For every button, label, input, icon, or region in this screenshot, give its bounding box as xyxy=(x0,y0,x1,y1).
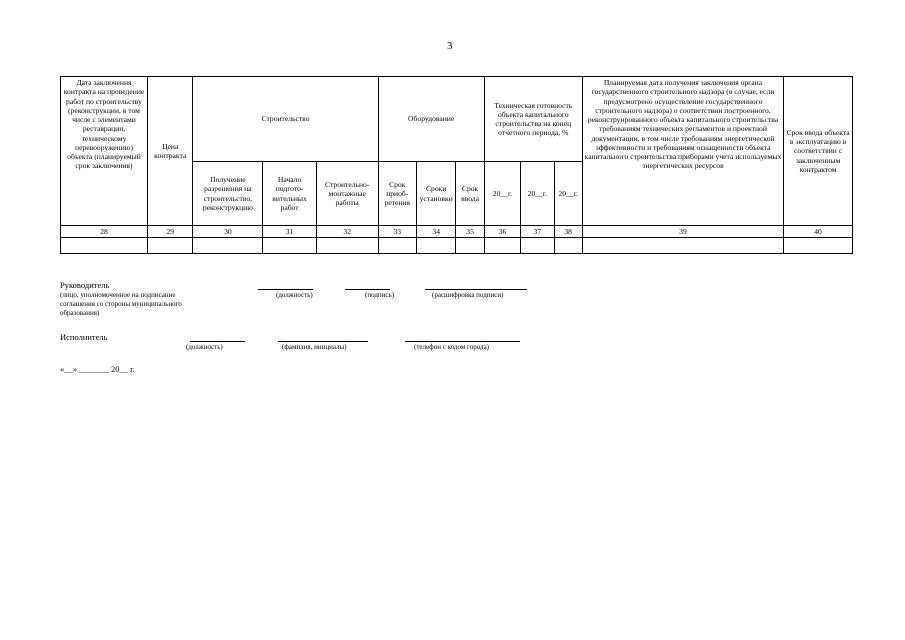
head-label: Руководитель xyxy=(60,280,110,290)
column-number: 39 xyxy=(582,226,783,238)
table-cell[interactable] xyxy=(456,238,484,254)
column-number: 33 xyxy=(378,226,416,238)
header-contract-date: Дата заключения контракта на проведение работ по строительству (реконструкции, в том числе с элементами реставрации, техническому перевооружению) объекта (планируемый срок заключения) xyxy=(61,77,148,226)
head-note: (лицо, уполномоченное на подписание соглашения со стороны муниципального образования) xyxy=(60,291,182,317)
table-cell[interactable] xyxy=(554,238,582,254)
executor-phone-line[interactable] xyxy=(405,341,520,342)
column-number: 31 xyxy=(263,226,317,238)
executor-name-line[interactable] xyxy=(278,341,368,342)
signature-caption: (подпись) xyxy=(365,291,395,299)
table-cell[interactable] xyxy=(61,238,148,254)
header-installation-term: Сроки установки xyxy=(416,162,455,226)
column-number: 34 xyxy=(416,226,455,238)
column-number: 40 xyxy=(784,226,853,238)
table-cell[interactable] xyxy=(784,238,853,254)
table-row xyxy=(61,238,853,254)
decoding-line[interactable] xyxy=(425,289,527,290)
column-number: 29 xyxy=(147,226,193,238)
table-cell[interactable] xyxy=(416,238,455,254)
table-cell[interactable] xyxy=(263,238,317,254)
header-year-3: 20__г. xyxy=(554,162,582,226)
header-acquisition-term: Срок приоб-ретения xyxy=(378,162,416,226)
column-number: 32 xyxy=(316,226,378,238)
executor-label: Исполнитель xyxy=(60,332,108,342)
header-year-2: 20__г. xyxy=(521,162,554,226)
table-cell[interactable] xyxy=(193,238,263,254)
executor-phone-caption: (телефон с кодом города) xyxy=(414,343,490,351)
header-launch-term: Срок ввода xyxy=(456,162,484,226)
decoding-caption: (расшифровка подписи) xyxy=(432,291,504,299)
header-installation-works: Строительно-монтажные работы xyxy=(316,162,378,226)
header-equipment: Оборудование xyxy=(378,77,484,162)
header-readiness: Техническая готовность объекта капитального строительства на конец отчетного периода, % xyxy=(484,77,582,162)
position-line[interactable] xyxy=(258,289,313,290)
header-construction: Строительство xyxy=(193,77,378,162)
signature-line[interactable] xyxy=(345,289,390,290)
table-cell[interactable] xyxy=(316,238,378,254)
executor-position-caption: (должность) xyxy=(186,343,223,351)
position-caption: (должность) xyxy=(276,291,313,299)
table-cell[interactable] xyxy=(484,238,520,254)
column-number: 36 xyxy=(484,226,520,238)
column-number: 35 xyxy=(456,226,484,238)
table-cell[interactable] xyxy=(521,238,554,254)
column-number: 38 xyxy=(554,226,582,238)
report-table xyxy=(60,76,853,254)
executor-name-caption: (фамилия, инициалы) xyxy=(282,343,347,351)
table-cell[interactable] xyxy=(378,238,416,254)
header-permit: Получение разрешения на строительство, реконструкцию xyxy=(193,162,263,226)
table-cell[interactable] xyxy=(582,238,783,254)
date-line: «__» _______ 20__ г. xyxy=(60,364,135,374)
header-preparatory-works: Начало подгото-вительных работ xyxy=(263,162,317,226)
column-number: 37 xyxy=(521,226,554,238)
header-commissioning: Срок ввода объекта в эксплуатацию в соответствии с заключенным контрактом xyxy=(784,77,853,226)
header-contract-price: Цена контракта xyxy=(147,77,193,226)
header-conclusion-date: Планируемая дата получения заключения органа государственного строительного надзора (в случае, если предусмотрено осуществление государственного строительного надзора) о соответствии построенного, реконструированного объекта капитального строительства требованиям технических регламентов и проектной документации, в том числе требованиям энергетической эффективности и требованиям оснащенности объекта капитального строительства приборами учета используемых энергетических ресурсов xyxy=(582,77,783,226)
table-cell[interactable] xyxy=(147,238,193,254)
header-year-1: 20__г. xyxy=(484,162,520,226)
executor-position-line[interactable] xyxy=(190,341,245,342)
column-number: 30 xyxy=(193,226,263,238)
page-number: 3 xyxy=(447,40,453,52)
column-number: 28 xyxy=(61,226,148,238)
